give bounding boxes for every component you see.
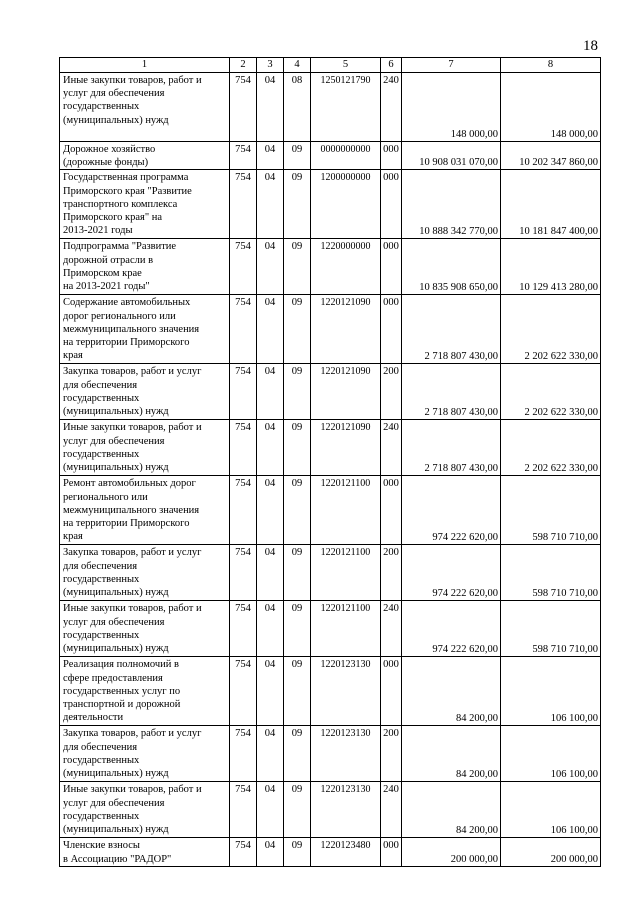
cell-amount-year-1: 2 718 807 430,00 bbox=[402, 295, 501, 364]
cell-amount-year-1: 2 718 807 430,00 bbox=[402, 364, 501, 420]
cell-expense-type: 200 bbox=[381, 364, 402, 420]
cell-expense-type: 000 bbox=[381, 476, 402, 545]
cell-amount-year-2: 598 710 710,00 bbox=[501, 476, 601, 545]
cell-ministry: 754 bbox=[230, 726, 257, 782]
table-row bbox=[60, 726, 601, 782]
cell-expense-type: 200 bbox=[381, 545, 402, 601]
cell-expense-type: 000 bbox=[381, 142, 402, 170]
cell-amount-year-1: 10 835 908 650,00 bbox=[402, 239, 501, 295]
cell-section: 04 bbox=[257, 239, 284, 295]
row-name: Дорожное хозяйство (дорожные фонды) bbox=[60, 142, 230, 170]
cell-amount-year-2: 598 710 710,00 bbox=[501, 601, 601, 657]
col-header-1: 1 bbox=[60, 58, 230, 73]
row-name: Закупка товаров, работ и услуг для обеспечения государственных (муниципальных) нужд bbox=[60, 364, 230, 420]
row-name: Содержание автомобильных дорог регионального или межмуниципального значения на территории Приморского края bbox=[60, 295, 230, 364]
cell-target-article: 1220123480 bbox=[311, 838, 381, 866]
row-name: Подпрограмма "Развитие дорожной отрасли в Приморском крае на 2013-2021 годы" bbox=[60, 239, 230, 295]
col-header-7: 7 bbox=[402, 58, 501, 73]
table-row bbox=[60, 364, 601, 420]
table-row bbox=[60, 170, 601, 239]
cell-amount-year-1: 84 200,00 bbox=[402, 726, 501, 782]
cell-expense-type: 000 bbox=[381, 239, 402, 295]
table-row bbox=[60, 295, 601, 364]
row-name: Государственная программа Приморского края "Развитие транспортного комплекса Приморского края" на 2013-2021 годы bbox=[60, 170, 230, 239]
cell-subsection: 09 bbox=[284, 295, 311, 364]
cell-subsection: 09 bbox=[284, 545, 311, 601]
cell-ministry: 754 bbox=[230, 364, 257, 420]
cell-amount-year-2: 598 710 710,00 bbox=[501, 545, 601, 601]
cell-subsection: 09 bbox=[284, 170, 311, 239]
row-name: Закупка товаров, работ и услуг для обеспечения государственных (муниципальных) нужд bbox=[60, 726, 230, 782]
cell-subsection: 09 bbox=[284, 142, 311, 170]
cell-target-article: 1220121100 bbox=[311, 545, 381, 601]
cell-target-article: 1220000000 bbox=[311, 239, 381, 295]
cell-section: 04 bbox=[257, 782, 284, 838]
cell-amount-year-1: 974 222 620,00 bbox=[402, 545, 501, 601]
cell-section: 04 bbox=[257, 476, 284, 545]
row-name: Членские взносы в Ассоциацию "РАДОР" bbox=[60, 838, 230, 866]
cell-target-article: 0000000000 bbox=[311, 142, 381, 170]
cell-section: 04 bbox=[257, 657, 284, 726]
cell-section: 04 bbox=[257, 142, 284, 170]
col-header-6: 6 bbox=[381, 58, 402, 73]
row-name: Иные закупки товаров, работ и услуг для обеспечения государственных (муниципальных) нужд bbox=[60, 601, 230, 657]
table-row bbox=[60, 239, 601, 295]
row-name: Иные закупки товаров, работ и услуг для обеспечения государственных (муниципальных) нужд bbox=[60, 782, 230, 838]
row-name: Иные закупки товаров, работ и услуг для обеспечения государственных (муниципальных) нужд bbox=[60, 73, 230, 142]
cell-section: 04 bbox=[257, 364, 284, 420]
cell-ministry: 754 bbox=[230, 295, 257, 364]
cell-expense-type: 200 bbox=[381, 726, 402, 782]
cell-ministry: 754 bbox=[230, 420, 257, 476]
cell-ministry: 754 bbox=[230, 239, 257, 295]
cell-amount-year-1: 10 908 031 070,00 bbox=[402, 142, 501, 170]
cell-amount-year-2: 148 000,00 bbox=[501, 73, 601, 142]
cell-target-article: 1220121090 bbox=[311, 364, 381, 420]
cell-target-article: 1220123130 bbox=[311, 657, 381, 726]
cell-amount-year-2: 2 202 622 330,00 bbox=[501, 295, 601, 364]
cell-subsection: 09 bbox=[284, 838, 311, 866]
cell-ministry: 754 bbox=[230, 73, 257, 142]
cell-amount-year-1: 974 222 620,00 bbox=[402, 476, 501, 545]
cell-target-article: 1200000000 bbox=[311, 170, 381, 239]
col-header-5: 5 bbox=[311, 58, 381, 73]
cell-amount-year-2: 2 202 622 330,00 bbox=[501, 420, 601, 476]
cell-amount-year-2: 200 000,00 bbox=[501, 838, 601, 866]
col-header-4: 4 bbox=[284, 58, 311, 73]
cell-subsection: 08 bbox=[284, 73, 311, 142]
col-header-2: 2 bbox=[230, 58, 257, 73]
cell-target-article: 1220123130 bbox=[311, 782, 381, 838]
cell-amount-year-1: 974 222 620,00 bbox=[402, 601, 501, 657]
cell-expense-type: 240 bbox=[381, 73, 402, 142]
cell-subsection: 09 bbox=[284, 420, 311, 476]
table-row bbox=[60, 73, 601, 142]
col-header-8: 8 bbox=[501, 58, 601, 73]
cell-amount-year-1: 84 200,00 bbox=[402, 657, 501, 726]
cell-subsection: 09 bbox=[284, 601, 311, 657]
table-row bbox=[60, 142, 601, 170]
cell-amount-year-2: 10 181 847 400,00 bbox=[501, 170, 601, 239]
page-number: 18 bbox=[583, 38, 598, 54]
cell-ministry: 754 bbox=[230, 476, 257, 545]
cell-subsection: 09 bbox=[284, 782, 311, 838]
cell-target-article: 1220123130 bbox=[311, 726, 381, 782]
cell-expense-type: 000 bbox=[381, 170, 402, 239]
cell-section: 04 bbox=[257, 73, 284, 142]
cell-amount-year-2: 106 100,00 bbox=[501, 726, 601, 782]
cell-target-article: 1220121090 bbox=[311, 295, 381, 364]
row-name: Иные закупки товаров, работ и услуг для обеспечения государственных (муниципальных) нужд bbox=[60, 420, 230, 476]
cell-amount-year-1: 200 000,00 bbox=[402, 838, 501, 866]
cell-expense-type: 000 bbox=[381, 838, 402, 866]
table-row bbox=[60, 657, 601, 726]
cell-target-article: 1220121100 bbox=[311, 476, 381, 545]
cell-ministry: 754 bbox=[230, 545, 257, 601]
cell-target-article: 1220121090 bbox=[311, 420, 381, 476]
row-name: Ремонт автомобильных дорог регионального или межмуниципального значения на территории Приморского края bbox=[60, 476, 230, 545]
col-header-3: 3 bbox=[257, 58, 284, 73]
row-name: Реализация полномочий в сфере предоставления государственных услуг по транспортной и дорожной деятельности bbox=[60, 657, 230, 726]
cell-expense-type: 240 bbox=[381, 601, 402, 657]
cell-amount-year-1: 10 888 342 770,00 bbox=[402, 170, 501, 239]
table-row bbox=[60, 476, 601, 545]
cell-subsection: 09 bbox=[284, 657, 311, 726]
cell-subsection: 09 bbox=[284, 476, 311, 545]
cell-ministry: 754 bbox=[230, 601, 257, 657]
cell-section: 04 bbox=[257, 420, 284, 476]
cell-ministry: 754 bbox=[230, 170, 257, 239]
cell-ministry: 754 bbox=[230, 657, 257, 726]
cell-expense-type: 000 bbox=[381, 295, 402, 364]
table-row bbox=[60, 420, 601, 476]
table-row bbox=[60, 545, 601, 601]
cell-section: 04 bbox=[257, 726, 284, 782]
cell-amount-year-2: 10 129 413 280,00 bbox=[501, 239, 601, 295]
cell-ministry: 754 bbox=[230, 838, 257, 866]
row-name: Закупка товаров, работ и услуг для обеспечения государственных (муниципальных) нужд bbox=[60, 545, 230, 601]
budget-table bbox=[59, 57, 601, 867]
cell-section: 04 bbox=[257, 295, 284, 364]
table-row bbox=[60, 782, 601, 838]
cell-expense-type: 000 bbox=[381, 657, 402, 726]
table-row bbox=[60, 838, 601, 866]
header-row bbox=[60, 58, 601, 73]
cell-ministry: 754 bbox=[230, 782, 257, 838]
cell-amount-year-2: 2 202 622 330,00 bbox=[501, 364, 601, 420]
cell-subsection: 09 bbox=[284, 364, 311, 420]
cell-target-article: 1220121100 bbox=[311, 601, 381, 657]
cell-section: 04 bbox=[257, 601, 284, 657]
cell-section: 04 bbox=[257, 170, 284, 239]
cell-subsection: 09 bbox=[284, 239, 311, 295]
cell-amount-year-2: 106 100,00 bbox=[501, 782, 601, 838]
cell-expense-type: 240 bbox=[381, 782, 402, 838]
cell-expense-type: 240 bbox=[381, 420, 402, 476]
cell-amount-year-2: 10 202 347 860,00 bbox=[501, 142, 601, 170]
cell-amount-year-1: 84 200,00 bbox=[402, 782, 501, 838]
cell-target-article: 1250121790 bbox=[311, 73, 381, 142]
cell-section: 04 bbox=[257, 545, 284, 601]
cell-subsection: 09 bbox=[284, 726, 311, 782]
cell-section: 04 bbox=[257, 838, 284, 866]
cell-amount-year-1: 148 000,00 bbox=[402, 73, 501, 142]
cell-ministry: 754 bbox=[230, 142, 257, 170]
table-row bbox=[60, 601, 601, 657]
cell-amount-year-2: 106 100,00 bbox=[501, 657, 601, 726]
cell-amount-year-1: 2 718 807 430,00 bbox=[402, 420, 501, 476]
